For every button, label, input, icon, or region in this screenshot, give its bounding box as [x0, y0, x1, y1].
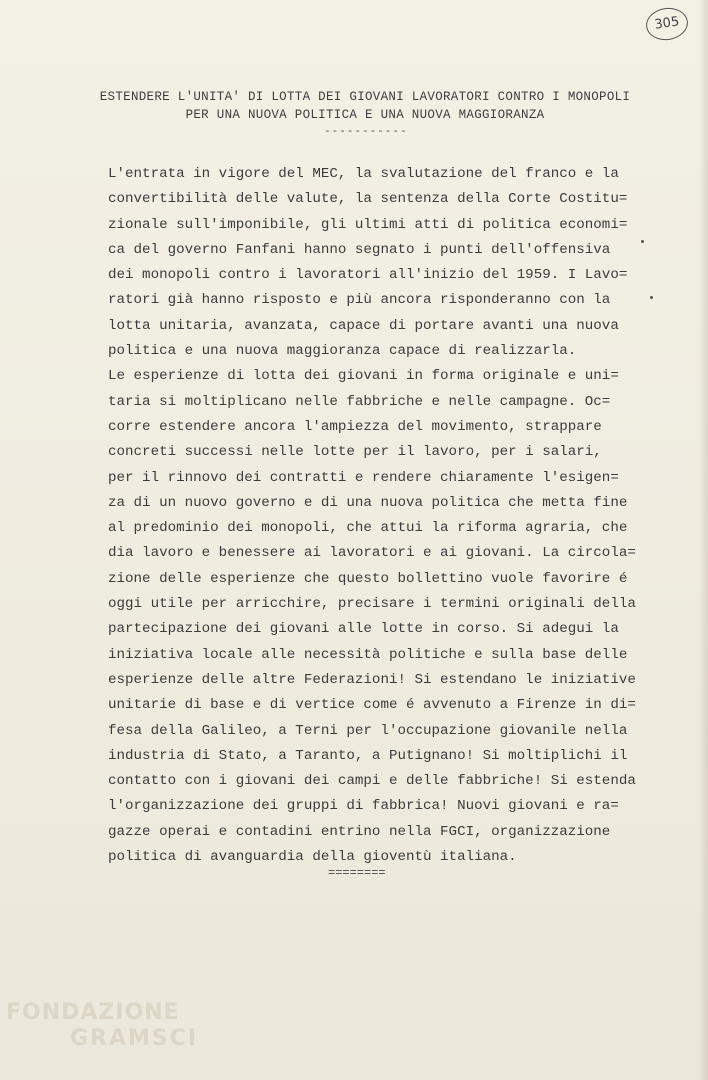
text-line: ratori già hanno risposto e più ancora risponderanno con la: [108, 292, 611, 309]
fondazione-gramsci-watermark: [6, 1000, 198, 1052]
text-line: lotta unitaria, avanzata, capace di portare avanti una nuova: [108, 317, 619, 334]
text-line: partecipazione dei giovani alle lotte in corso. Si adegui la: [108, 621, 619, 638]
page-number-stamp: 305: [644, 5, 690, 43]
title-underline: -----------: [324, 126, 408, 138]
text-line: l'organizzazione dei gruppi di fabbrica! Nuovi giovani e ra=: [108, 798, 619, 815]
title-line-1: ESTENDERE L'UNITA' DI LOTTA DEI GIOVANI LAVORATORI CONTRO I MONOPOLI: [99, 90, 631, 104]
text-line: Le esperienze di lotta dei giovani in forma originale e uni=: [108, 368, 619, 385]
text-line: dia lavoro e benessere ai lavoratori e ai giovani. La circola=: [108, 545, 636, 562]
text-line: al predominio dei monopoli, che attui la riforma agraria, che: [108, 520, 628, 537]
ink-speck: [650, 296, 653, 299]
text-line: gazze operai e contadini entrino nella FGCI, organizzazione: [108, 823, 611, 840]
text-line: convertibilità delle valute, la sentenza della Corte Costitu=: [108, 191, 628, 208]
text-line: unitarie di base e di vertice come é avvenuto a Firenze in di=: [108, 697, 636, 714]
text-line: iniziativa locale alle necessità politiche e sulla base delle: [108, 646, 628, 663]
text-line: politica di avanguardia della gioventù italiana.: [108, 849, 517, 866]
text-line: concreti successi nelle lotte per il lavoro, per i salari,: [108, 444, 602, 461]
text-line: fesa della Galileo, a Terni per l'occupazione giovanile nella: [108, 722, 628, 739]
text-line: per il rinnovo dei contratti e rendere chiaramente l'esigen=: [108, 469, 619, 486]
body-text: [108, 162, 648, 870]
text-line: contatto con i giovani dei campi e delle fabbriche! Si estenda: [108, 773, 636, 790]
text-line: L'entrata in vigore del MEC, la svalutazione del franco e la: [108, 166, 619, 182]
text-line: oggi utile per arricchire, precisare i termini originali della: [108, 596, 636, 613]
title-line-2: PER UNA NUOVA POLITICA E UNA NUOVA MAGGIORANZA: [185, 108, 545, 122]
closing-rule: ========: [328, 866, 386, 880]
watermark-line-1: FONDAZIONE: [6, 1000, 180, 1025]
text-line: esperienze delle altre Federazioni! Si estendano le iniziative: [108, 671, 636, 688]
text-line: ca del governo Fanfani hanno segnato i punti dell'offensiva: [108, 241, 611, 258]
text-line: dei monopoli contro i lavoratori all'inizio del 1959. I Lavo=: [108, 267, 628, 284]
text-line: corre estendere ancora l'ampiezza del movimento, strappare: [108, 418, 602, 435]
text-line: zione delle esperienze che questo bollettino vuole favorire é: [108, 570, 628, 587]
text-line: taria si moltiplicano nelle fabbriche e nelle campagne. Oc=: [108, 393, 611, 410]
text-line: za di un nuovo governo e di una nuova politica che metta fine: [108, 494, 628, 511]
page-edge-shadow: [698, 0, 708, 1080]
document-title: [60, 88, 670, 124]
watermark-line-2: GRAMSCI: [70, 1026, 199, 1051]
text-line: industria di Stato, a Taranto, a Putignano! Si moltiplichi il: [108, 747, 628, 764]
text-line: politica e una nuova maggioranza capace di realizzarla.: [108, 343, 577, 360]
ink-speck: [641, 240, 644, 243]
text-line: zionale sull'imponibile, gli ultimi atti di politica economi=: [108, 216, 628, 233]
